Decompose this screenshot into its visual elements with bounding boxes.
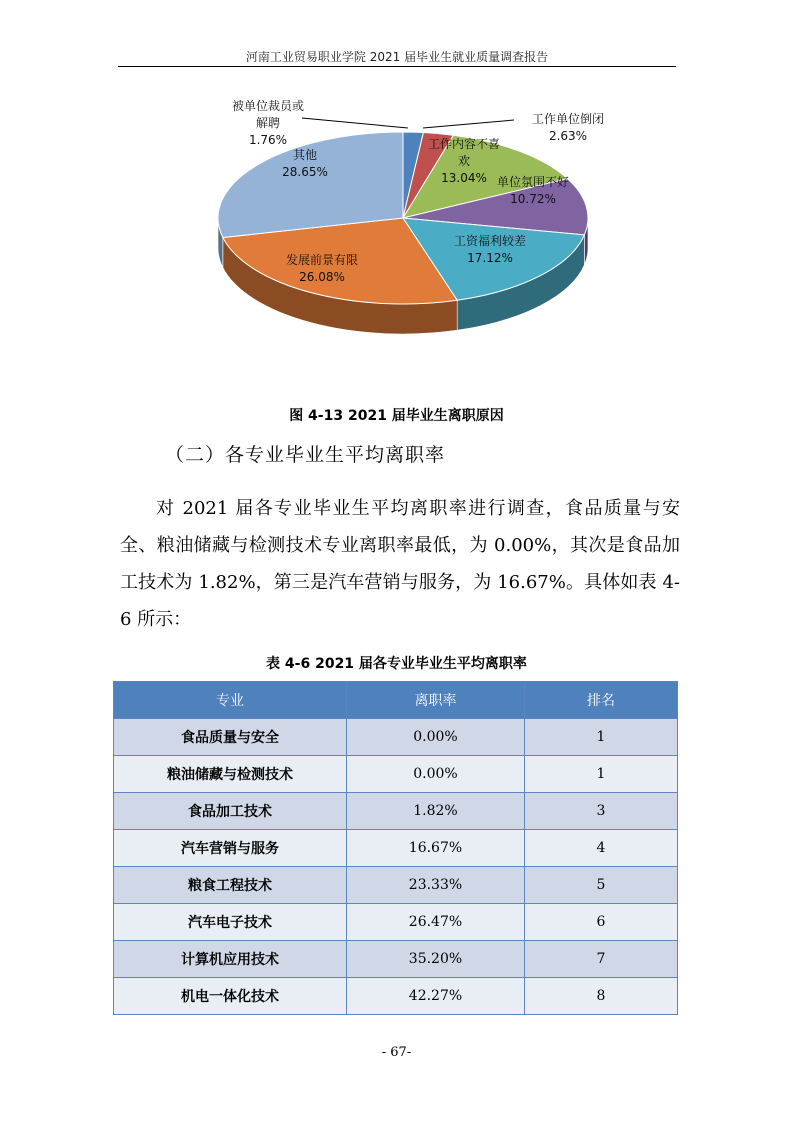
cell-rank: 5 xyxy=(525,867,678,904)
cell-rank: 4 xyxy=(525,830,678,867)
pie-category-label: 其他 xyxy=(292,148,318,162)
page-number: - 67- xyxy=(381,1045,412,1060)
cell-rate: 42.27% xyxy=(347,978,525,1015)
cell-major: 汽车电子技术 xyxy=(114,904,347,941)
table-row xyxy=(114,978,678,1015)
figure-caption: 图 4-13 2021 届毕业生离职原因 xyxy=(289,408,504,424)
table-header-row xyxy=(114,682,678,719)
pie-category-label: 发展前景有限 xyxy=(285,253,359,267)
pie-leader-line xyxy=(423,120,514,128)
cell-rank: 1 xyxy=(525,719,678,756)
column-header-rate: 离职率 xyxy=(347,682,525,719)
table-row xyxy=(114,719,678,756)
table-caption: 表 4-6 2021 届各专业毕业生平均离职率 xyxy=(266,656,527,672)
pie-category-label: 单位氛围不好 xyxy=(496,175,570,189)
cell-rate: 0.00% xyxy=(347,719,525,756)
table-row xyxy=(114,793,678,830)
cell-rank: 1 xyxy=(525,756,678,793)
pie-top-group xyxy=(218,132,588,304)
cell-major: 食品加工技术 xyxy=(114,793,347,830)
cell-major: 粮食工程技术 xyxy=(114,867,347,904)
cell-major: 食品质量与安全 xyxy=(114,719,347,756)
page-header: 河南工业贸易职业学院 2021 届毕业生就业质量调查报告 xyxy=(245,50,549,64)
column-header-rank: 排名 xyxy=(525,682,678,719)
pie-value-label: 28.65% xyxy=(282,165,328,179)
pie-category-label: 欢 xyxy=(457,154,471,168)
cell-rate: 0.00% xyxy=(347,756,525,793)
pie-category-label: 被单位裁员或 xyxy=(231,99,305,113)
header-rule xyxy=(118,66,676,67)
cell-rank: 6 xyxy=(525,904,678,941)
cell-major: 计算机应用技术 xyxy=(114,941,347,978)
cell-rate: 35.20% xyxy=(347,941,525,978)
table-row xyxy=(114,904,678,941)
cell-major: 汽车营销与服务 xyxy=(114,830,347,867)
pie-category-label: 工资福利较差 xyxy=(453,234,527,248)
cell-rank: 7 xyxy=(525,941,678,978)
column-header-major: 专业 xyxy=(114,682,347,719)
pie-value-label: 26.08% xyxy=(299,270,345,284)
pie-value-label: 10.72% xyxy=(510,192,556,206)
cell-rank: 8 xyxy=(525,978,678,1015)
section-title: （二）各专业毕业生平均离职率 xyxy=(165,444,446,466)
cell-rank: 3 xyxy=(525,793,678,830)
pie-value-label: 1.76% xyxy=(248,133,288,147)
table-row xyxy=(114,756,678,793)
pie-value-label: 2.63% xyxy=(548,129,588,143)
table-row xyxy=(114,830,678,867)
cell-rate: 23.33% xyxy=(347,867,525,904)
pie-leader-line xyxy=(302,118,408,128)
pie-category-label: 工作单位倒闭 xyxy=(531,112,605,126)
table-row xyxy=(114,867,678,904)
pie-value-label: 17.12% xyxy=(467,251,513,265)
body-paragraph: 对 2021 届各专业毕业生平均离职率进行调查，食品质量与安全、粮油储藏与检测技术专业离职率最低，为 0.00%，其次是食品加工技术为 1.82%，第三是汽车营销与服务，为 16.67%。具体如表 4-6 所示： xyxy=(120,498,680,630)
pie-value-label: 13.04% xyxy=(441,171,487,185)
table-row xyxy=(114,941,678,978)
pie-category-label: 解聘 xyxy=(255,116,281,130)
cell-rate: 16.67% xyxy=(347,830,525,867)
cell-rate: 1.82% xyxy=(347,793,525,830)
cell-rate: 26.47% xyxy=(347,904,525,941)
attrition-table xyxy=(113,681,678,1015)
cell-major: 粮油储藏与检测技术 xyxy=(114,756,347,793)
pie-chart xyxy=(190,88,610,402)
cell-major: 机电一体化技术 xyxy=(114,978,347,1015)
pie-category-label: 工作内容不喜 xyxy=(427,137,501,151)
